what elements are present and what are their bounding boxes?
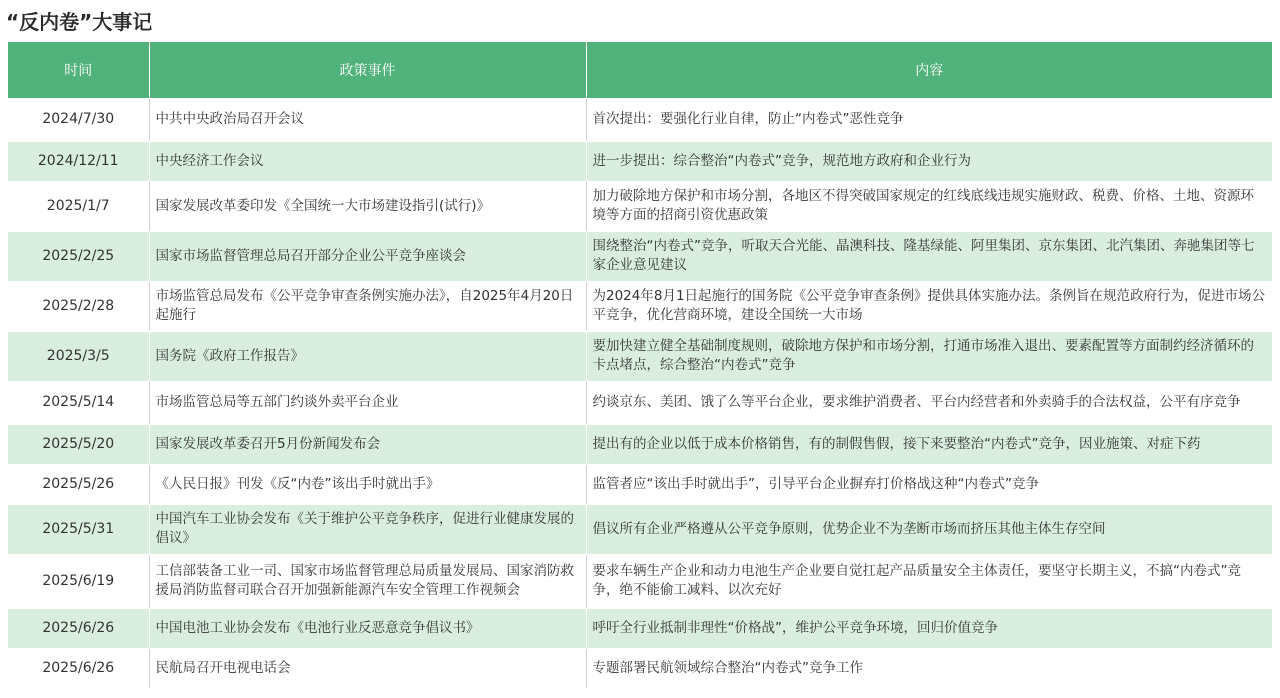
row-content: 专题部署民航领域综合整治“内卷式”竞争工作 (586, 648, 1272, 688)
events-table (8, 42, 1272, 689)
header-content: 内容 (586, 42, 1272, 98)
row-content: 围绕整治“内卷式”竞争，听取天合光能、晶澳科技、隆基绿能、阿里集团、京东集团、北汽集团、奔驰集团等七家企业意见建议 (586, 231, 1272, 281)
table-row (8, 281, 1272, 331)
row-content: 进一步提出：综合整治“内卷式”竞争，规范地方政府和企业行为 (586, 141, 1272, 181)
row-event: 《人民日报》刊发《反“内卷”该出手时就出手》 (149, 464, 586, 504)
row-event: 国家发展改革委印发《全国统一大市场建设指引(试行)》 (149, 181, 586, 231)
row-date: 2025/2/25 (8, 231, 149, 281)
table-row (8, 98, 1272, 141)
table-row (8, 554, 1272, 608)
row-event: 中国电池工业协会发布《电池行业反恶意竞争倡议书》 (149, 608, 586, 648)
row-content: 监管者应“该出手时就出手”，引导平台企业摒弃打价格战这种“内卷式”竞争 (586, 464, 1272, 504)
row-event: 民航局召开电视电话会 (149, 648, 586, 688)
row-event: 中共中央政治局召开会议 (149, 98, 586, 141)
row-content: 要求车辆生产企业和动力电池生产企业要自觉扛起产品质量安全主体责任，要坚守长期主义，不搞“内卷式”竞争，绝不能偷工减料、以次充好 (586, 554, 1272, 608)
header-event: 政策事件 (149, 42, 586, 98)
header-time: 时间 (8, 42, 149, 98)
row-content: 提出有的企业以低于成本价格销售，有的制假售假，接下来要整治“内卷式”竞争，因业施策、对症下药 (586, 424, 1272, 464)
row-date: 2025/6/26 (8, 608, 149, 648)
table-row (8, 504, 1272, 554)
row-date: 2025/3/5 (8, 331, 149, 381)
table-row (8, 181, 1272, 231)
row-event: 工信部装备工业一司、国家市场监督管理总局质量发展局、国家消防救援局消防监督司联合召开加强新能源汽车安全管理工作视频会 (149, 554, 586, 608)
table-row (8, 648, 1272, 688)
row-content: 为2024年8月1日起施行的国务院《公平竞争审查条例》提供具体实施办法。条例旨在规范政府行为，促进市场公平竞争，优化营商环境，建设全国统一大市场 (586, 281, 1272, 331)
table-row (8, 424, 1272, 464)
row-content: 首次提出：要强化行业自律，防止“内卷式”恶性竞争 (586, 98, 1272, 141)
row-date: 2025/5/26 (8, 464, 149, 504)
table-header-row (8, 42, 1272, 98)
row-event: 中央经济工作会议 (149, 141, 586, 181)
row-content: 呼吁全行业抵制非理性“价格战”，维护公平竞争环境，回归价值竞争 (586, 608, 1272, 648)
table-body (8, 98, 1272, 688)
row-event: 中国汽车工业协会发布《关于维护公平竞争秩序，促进行业健康发展的倡议》 (149, 504, 586, 554)
row-date: 2025/5/31 (8, 504, 149, 554)
table-row (8, 608, 1272, 648)
row-content: 要加快建立健全基础制度规则，破除地方保护和市场分割，打通市场准入退出、要素配置等方面制约经济循环的卡点堵点，综合整治“内卷式”竞争 (586, 331, 1272, 381)
row-content: 约谈京东、美团、饿了么等平台企业，要求维护消费者、平台内经营者和外卖骑手的合法权益，公平有序竞争 (586, 381, 1272, 424)
row-content: 倡议所有企业严格遵从公平竞争原则，优势企业不为垄断市场而挤压其他主体生存空间 (586, 504, 1272, 554)
row-date: 2024/12/11 (8, 141, 149, 181)
table-row (8, 231, 1272, 281)
row-event: 国家发展改革委召开5月份新闻发布会 (149, 424, 586, 464)
row-event: 市场监管总局发布《公平竞争审查条例实施办法》，自2025年4月20日起施行 (149, 281, 586, 331)
row-content: 加力破除地方保护和市场分割，各地区不得突破国家规定的红线底线违规实施财政、税费、价格、土地、资源环境等方面的招商引资优惠政策 (586, 181, 1272, 231)
page-title: “反内卷”大事记 (6, 10, 153, 34)
table-row (8, 141, 1272, 181)
row-event: 国家市场监督管理总局召开部分企业公平竞争座谈会 (149, 231, 586, 281)
row-date: 2025/6/19 (8, 554, 149, 608)
row-date: 2025/5/20 (8, 424, 149, 464)
table-row (8, 331, 1272, 381)
row-date: 2025/6/26 (8, 648, 149, 688)
row-event: 市场监管总局等五部门约谈外卖平台企业 (149, 381, 586, 424)
table-row (8, 381, 1272, 424)
row-date: 2025/1/7 (8, 181, 149, 231)
row-date: 2025/2/28 (8, 281, 149, 331)
table-row (8, 464, 1272, 504)
row-event: 国务院《政府工作报告》 (149, 331, 586, 381)
row-date: 2024/7/30 (8, 98, 149, 141)
row-date: 2025/5/14 (8, 381, 149, 424)
